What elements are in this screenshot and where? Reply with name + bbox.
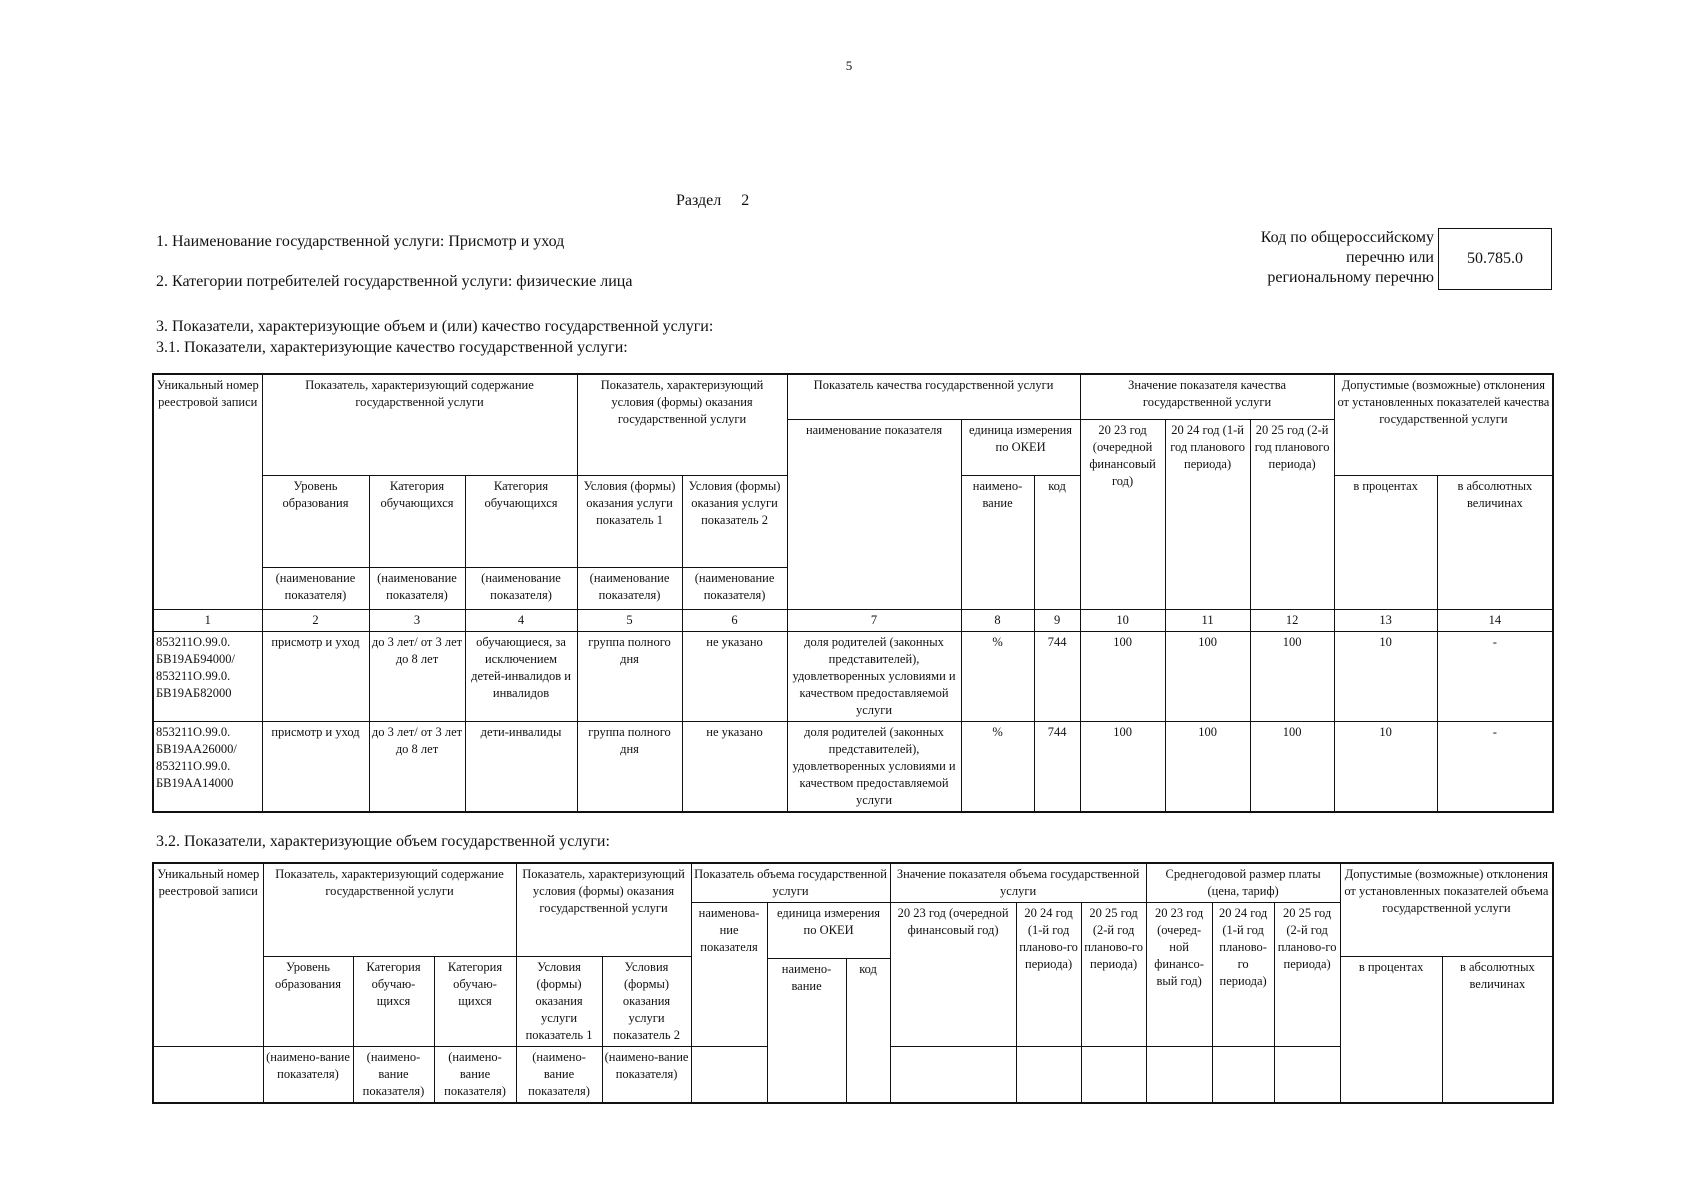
volume-indicators-table bbox=[152, 862, 1554, 1104]
unique-number-header: Уникальный номер реестровой записи bbox=[153, 863, 263, 1047]
consumer-category: 2. Категории потребителей государственной услуги: физические лица bbox=[156, 273, 633, 290]
indicator-name-header: наименование показателя bbox=[787, 419, 961, 609]
unit-name-header: наимено-вание bbox=[961, 475, 1034, 609]
volume-value-header: Значение показателя объема государственной услуги bbox=[890, 863, 1146, 903]
unique-number-header: Уникальный номер реестровой записи bbox=[153, 374, 262, 609]
year-cell bbox=[890, 1047, 1016, 1104]
conditions-indicator-header: Показатель, характеризующий условия (формы) оказания государственной услуги bbox=[577, 374, 787, 475]
section-heading bbox=[676, 192, 749, 210]
sub-label: (наимено-вание показателя) bbox=[353, 1047, 434, 1104]
price-cell bbox=[1146, 1047, 1212, 1104]
year-2025-header: 20 25 год (2-й год планово-го периода) bbox=[1081, 903, 1146, 1047]
okei-unit-header: единица измерения по ОКЕИ bbox=[961, 419, 1080, 475]
student-category-header: Категория обучающихся bbox=[369, 475, 465, 567]
quality-indicators-table bbox=[152, 373, 1554, 813]
quality-indicator-header: Показатель качества государственной услуги bbox=[787, 374, 1080, 419]
page-number: 5 bbox=[845, 58, 853, 73]
student-category-header-2: Категория обучаю-щихся bbox=[434, 957, 516, 1047]
year-cell bbox=[1016, 1047, 1081, 1104]
quality-heading: 3.1. Показатели, характеризующие качество государственной услуги: bbox=[156, 339, 628, 356]
volume-indicator-header: Показатель объема государственной услуги bbox=[691, 863, 890, 903]
content-indicator-header: Показатель, характеризующий содержание государственной услуги bbox=[263, 863, 516, 957]
table-row: 853211О.99.0. БВ19АБ94000/ 853211О.99.0. БВ19АБ82000 присмотр и уход до 3 лет/ от 3 лет до 8 лет обучающиеся, за исключением детей-инвалидов и инвалидов группа полного дня не указано доля родителей (законных представителей), удовлетворенных условиями и качеством предоставляемой услуги % 744 100 100 100 10 - bbox=[153, 631, 1553, 721]
deviation-percent-header: в процентах bbox=[1334, 475, 1437, 609]
unique-number-cell bbox=[153, 1047, 263, 1104]
condition-1-header: Условия (формы) оказания услуги показатель 1 bbox=[516, 957, 602, 1047]
student-category-header-2: Категория обучающихся bbox=[465, 475, 577, 567]
year-cell bbox=[1081, 1047, 1146, 1104]
sub-label: (наименование показателя) bbox=[465, 567, 577, 609]
conditions-indicator-header: Показатель, характеризующий условия (формы) оказания государственной услуги bbox=[516, 863, 691, 957]
year-2024-header: 20 24 год (1-й год планового периода) bbox=[1165, 419, 1250, 609]
sub-label: (наимено-вание показателя) bbox=[434, 1047, 516, 1104]
section-number: 2 bbox=[741, 192, 750, 209]
content-indicator-header: Показатель, характеризующий содержание государственной услуги bbox=[262, 374, 577, 475]
price-2025-header: 20 25 год (2-й год планово-го периода) bbox=[1274, 903, 1340, 1047]
section-label: Раздел bbox=[676, 192, 722, 209]
unit-code-header: код bbox=[1034, 475, 1080, 609]
education-level-header: Уровень образования bbox=[263, 957, 353, 1047]
indicator-name-cell bbox=[691, 1047, 767, 1104]
indicators-heading: 3. Показатели, характеризующие объем и (или) качество государственной услуги: bbox=[156, 318, 714, 335]
registry-code-label: Код по общероссийскому перечню или региональному перечню bbox=[1260, 229, 1434, 286]
sub-label: (наименование показателя) bbox=[577, 567, 682, 609]
year-2024-header: 20 24 год (1-й год планово-го периода) bbox=[1016, 903, 1081, 1047]
education-level-header: Уровень образования bbox=[262, 475, 369, 567]
service-name: 1. Наименование государственной услуги: Присмотр и уход bbox=[156, 233, 565, 250]
price-cell bbox=[1274, 1047, 1340, 1104]
year-2025-header: 20 25 год (2-й год планового периода) bbox=[1250, 419, 1334, 609]
volume-heading: 3.2. Показатели, характеризующие объем государственной услуги: bbox=[156, 833, 610, 850]
condition-2-header: Условия (формы) оказания услуги показатель 2 bbox=[602, 957, 691, 1047]
deviation-percent-header: в процентах bbox=[1340, 957, 1442, 1104]
condition-1-header: Условия (формы) оказания услуги показатель 1 bbox=[577, 475, 682, 567]
sub-label: (наимено-вание показателя) bbox=[516, 1047, 602, 1104]
sub-label: (наименование показателя) bbox=[682, 567, 787, 609]
sub-label: (наименование показателя) bbox=[369, 567, 465, 609]
deviation-absolute-header: в абсолютных величинах bbox=[1442, 957, 1553, 1104]
okei-unit-header: единица измерения по ОКЕИ bbox=[767, 903, 890, 959]
unit-name-header: наимено-вание bbox=[767, 959, 846, 1104]
sub-label: (наимено-вание показателя) bbox=[263, 1047, 353, 1104]
deviation-absolute-header: в абсолютных величинах bbox=[1437, 475, 1553, 609]
year-2023-header: 20 23 год (очередной финансовый год) bbox=[1080, 419, 1165, 609]
sub-label: (наимено-вание показателя) bbox=[602, 1047, 691, 1104]
price-2023-header: 20 23 год (очеред-ной финансо-вый год) bbox=[1146, 903, 1212, 1047]
year-2023-header: 20 23 год (очередной финансовый год) bbox=[890, 903, 1016, 1047]
price-header: Среднегодовой размер платы (цена, тариф) bbox=[1146, 863, 1340, 903]
price-cell bbox=[1212, 1047, 1274, 1104]
registry-code-value: 50.785.0 bbox=[1438, 228, 1552, 290]
deviation-header: Допустимые (возможные) отклонения от установленных показателей объема государственной услуги bbox=[1340, 863, 1553, 957]
unit-code-header: код bbox=[846, 959, 890, 1104]
sub-label: (наименование показателя) bbox=[262, 567, 369, 609]
student-category-header: Категория обучаю-щихся bbox=[353, 957, 434, 1047]
quality-value-header: Значение показателя качества государственной услуги bbox=[1080, 374, 1334, 419]
table-row: 853211О.99.0. БВ19АА26000/ 853211О.99.0. БВ19АА14000 присмотр и уход до 3 лет/ от 3 лет до 8 лет дети-инвалиды группа полного дня не указано доля родителей (законных представителей), удовлетворенных условиями и качеством предоставляемой услуги % 744 100 100 100 10 - bbox=[153, 721, 1553, 812]
condition-2-header: Условия (формы) оказания услуги показатель 2 bbox=[682, 475, 787, 567]
price-2024-header: 20 24 год (1-й год планово-го периода) bbox=[1212, 903, 1274, 1047]
indicator-name-header: наименова-ние показателя bbox=[691, 903, 767, 1047]
deviation-header: Допустимые (возможные) отклонения от установленных показателей качества государственной услуги bbox=[1334, 374, 1553, 475]
column-number-row: 1 2 3 4 5 6 7 8 9 10 11 12 13 14 bbox=[153, 609, 1553, 631]
